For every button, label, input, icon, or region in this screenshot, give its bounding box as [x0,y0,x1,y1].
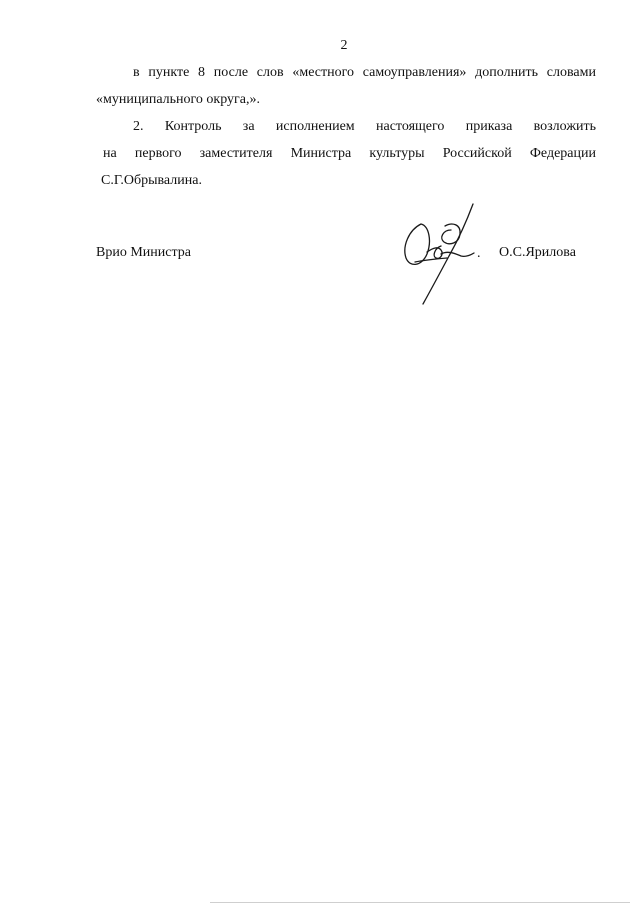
body-line: «муниципального округа,». [96,92,260,107]
body-line: 2. Контроль за исполнением настоящего приказа возложить [133,119,596,134]
body-line: в пункте 8 после слов «местного самоуправления» дополнить словами [133,65,596,80]
body-line: С.Г.Обрывалина. [101,173,202,188]
scan-edge-line [210,902,630,903]
signature-dot: . [477,246,481,261]
page-number: 2 [340,38,348,53]
signer-name: О.С.Ярилова [499,245,576,260]
handwritten-signature [395,196,485,308]
body-line: на первого заместителя Министра культуры Российской Федерации [103,146,596,161]
signer-title: Врио Министра [96,245,191,260]
